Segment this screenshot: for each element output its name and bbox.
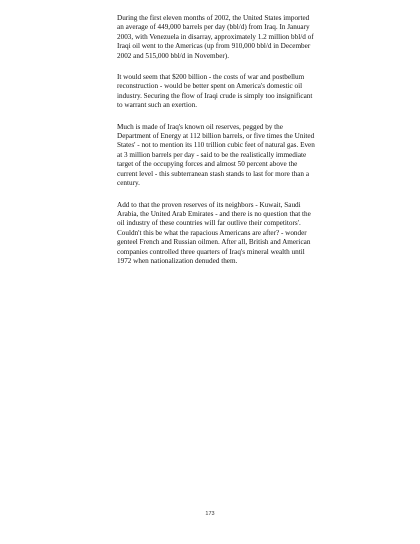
paragraph-iraq-reserves: Much is made of Iraq's known oil reserves, pegged by the Department of Energy at 112 billion barrels, or five times the United States' - not to mention its 110 trillion cubic feet of natural gas. Even at 3 million barrels per day - said to be the realistically immediate target of the occupying forces and almost 50 percent above the current level - this subterranean stash stands to last for more than a century. bbox=[117, 122, 315, 188]
page-number: 173 bbox=[205, 511, 215, 517]
body-text-column bbox=[117, 14, 317, 278]
paragraph-war-costs: It would seem that $200 billion - the costs of war and postbellum reconstruction - would be better spent on America's domestic oil industry. Securing the flow of Iraqi crude is simply too insignificant to warrant such an exertion. bbox=[117, 73, 313, 110]
paragraph-neighbors-reserves: Add to that the proven reserves of its neighbors - Kuwait, Saudi Arabia, the United Arab Emirates - and there is no question that the oil industry of these countries will far outlive their competitors'. Couldn't this be what the rapacious Americans are after? - wonder genteel French and Russian oilmen. After all, British and American companies controlled three quarters of Iraq's mineral wealth until 1972 when nationalization denuded them. bbox=[117, 200, 311, 265]
paragraph-us-imports: During the first eleven months of 2002, the United States imported an average of 449,000 barrels per day (bbl/d) from Iraq. In January 2003, with Venezuela in disarray, approximately 1.2 million bbl/d of Iraqi oil went to the Americas (up from 910,000 bbl/d in December 2002 and 515,000 bbl/d in November). bbox=[117, 14, 314, 60]
